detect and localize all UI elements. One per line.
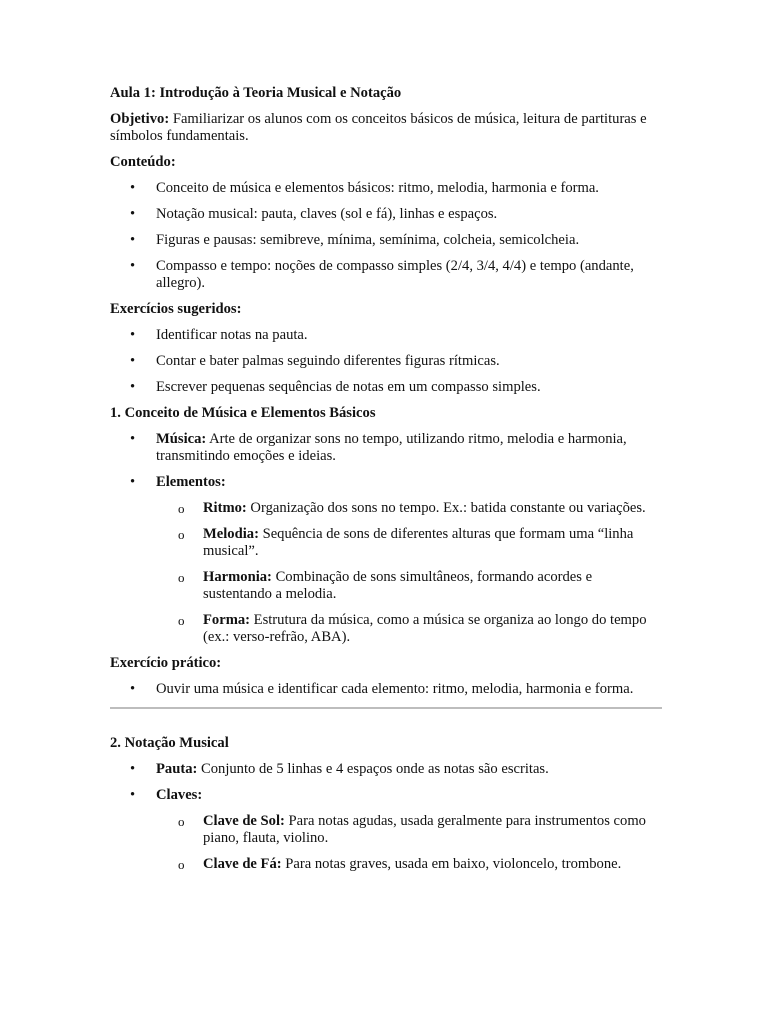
- list-item: • Escrever pequenas sequências de notas em um compasso simples.: [110, 379, 662, 396]
- musica-text: Arte de organizar sons no tempo, utilizando ritmo, melodia e harmonia, transmitindo emoções e ideias.: [156, 431, 627, 464]
- list-item-musica: [110, 431, 662, 465]
- list-item: • Ouvir uma música e identificar cada elemento: ritmo, melodia, harmonia e forma.: [110, 681, 662, 698]
- elements-sublist: [110, 500, 662, 646]
- sublist-item-clave-sol: o Clave de Sol: Para notas agudas, usada geralmente para instrumentos como piano, flauta, violino.: [110, 813, 662, 847]
- musica-label: Música:: [156, 431, 207, 447]
- section2-heading: 2. Notação Musical: [110, 735, 229, 751]
- content-heading: Conteúdo:: [110, 154, 176, 170]
- content-list: [110, 180, 662, 292]
- list-item: • Identificar notas na pauta.: [110, 327, 662, 344]
- list-item-pauta: [110, 761, 662, 778]
- section1-heading: 1. Conceito de Música e Elementos Básicos: [110, 405, 376, 421]
- practical-exercise-heading: Exercício prático:: [110, 655, 222, 671]
- sublist-item-harmonia: o Harmonia: Combinação de sons simultâneos, formando acordes e sustentando a melodia.: [110, 569, 662, 603]
- sublist-item-ritmo: o Ritmo: Organização dos sons no tempo. Ex.: batida constante ou variações.: [110, 500, 662, 517]
- list-item-claves: [110, 787, 662, 804]
- list-item-elementos: [110, 474, 662, 491]
- practical-list: [110, 681, 662, 698]
- objective-label: Objetivo:: [110, 111, 170, 127]
- pauta-text: Conjunto de 5 linhas e 4 espaços onde as notas são escritas.: [197, 761, 549, 777]
- list-item: • Figuras e pausas: semibreve, mínima, semínima, colcheia, semicolcheia.: [110, 232, 662, 249]
- section2-list: [110, 761, 662, 804]
- section1-list: [110, 431, 662, 491]
- objective-paragraph: [110, 111, 662, 145]
- claves-label: Claves:: [156, 787, 203, 803]
- pauta-label: Pauta:: [156, 761, 198, 777]
- document-body: [110, 85, 662, 882]
- list-item: • Contar e bater palmas seguindo diferentes figuras rítmicas.: [110, 353, 662, 370]
- list-item: • Compasso e tempo: noções de compasso simples (2/4, 3/4, 4/4) e tempo (andante, allegro).: [110, 258, 662, 292]
- exercises-list: [110, 327, 662, 396]
- exercises-heading: Exercícios sugeridos:: [110, 301, 242, 317]
- sublist-item-forma: o Forma: Estrutura da música, como a música se organiza ao longo do tempo (ex.: verso-refrão, ABA).: [110, 612, 662, 646]
- horizontal-divider: [110, 707, 662, 709]
- list-item: • Conceito de música e elementos básicos: ritmo, melodia, harmonia e forma.: [110, 180, 662, 197]
- sublist-item-melodia: o Melodia: Sequência de sons de diferentes alturas que formam uma “linha musical”.: [110, 526, 662, 560]
- claves-sublist: [110, 813, 662, 873]
- objective-text: Familiarizar os alunos com os conceitos básicos de música, leitura de partituras e símbolos fundamentais.: [110, 111, 647, 144]
- list-item: • Notação musical: pauta, claves (sol e fá), linhas e espaços.: [110, 206, 662, 223]
- lesson-title: Aula 1: Introdução à Teoria Musical e Notação: [110, 85, 402, 101]
- elementos-label: Elementos:: [156, 474, 226, 490]
- sublist-item-clave-fa: o Clave de Fá: Para notas graves, usada em baixo, violoncelo, trombone.: [110, 856, 662, 873]
